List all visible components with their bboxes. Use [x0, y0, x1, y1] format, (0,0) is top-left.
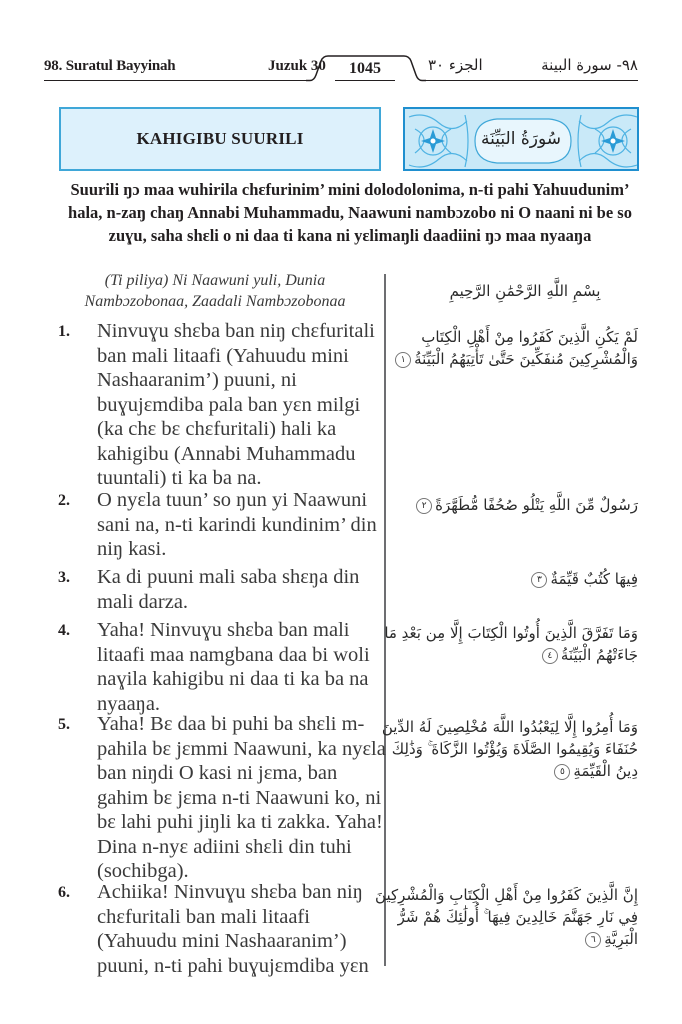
ayah-end-marker-icon: ٦: [585, 932, 601, 948]
verse-text: O nyɛla tuun’ so ŋun yi Naawuni sani na, n-ti karindi kundinim’ din niŋ kasi.: [97, 489, 377, 560]
verse-arabic-text: رَسُولٌ مِّنَ اللَّهِ يَتْلُو صُحُفًا مُّطَهَّرَةً: [435, 496, 638, 514]
ayah-end-marker-icon: ٣: [531, 572, 547, 588]
juz-label: Juzuk 30: [268, 58, 326, 74]
ayah-end-marker-icon: ٥: [554, 764, 570, 780]
verse-arabic-text: لَمْ يَكُنِ الَّذِينَ كَفَرُوا مِنْ أَهْلِ الْكِتَابِ وَالْمُشْرِكِينَ مُنفَكِّينَ حَتَّىٰ تَأْتِيَهُمُ الْبَيِّنَةُ: [414, 328, 638, 368]
surah-intro-title: KAHIGIBU SUURILI: [136, 129, 304, 148]
verse-text: Yaha! Ninvuɣu shɛba ban mali litaafi maa namgbana daa bi woli naɣila kahigibu ni daa ti ka ba na nyaaŋa.: [97, 619, 370, 715]
verse-arabic: [368, 622, 638, 666]
ayah-end-marker-icon: ٤: [542, 648, 558, 664]
surah-intro-text: Suurili ŋɔ maa wuhirila chɛfurinim’ mini dolodolonima, n-ti pahi Yahuudunim’ hala, n-zaŋ chaŋ Annabi Muhammadu, Naawuni nambɔzobo ni O naani ni be so zuɣu, saha shɛli o ni daa ti kana ni yɛlimaŋli daadiini ŋɔ maa nyaaŋa: [68, 180, 632, 245]
verse-number: 2.: [58, 492, 70, 509]
verse-number: 4.: [58, 622, 70, 639]
verse-number: 1.: [58, 323, 70, 340]
verse-arabic-text: وَمَا أُمِرُوا إِلَّا لِيَعْبُدُوا اللَّهَ مُخْلِصِينَ لَهُ الدِّينَ حُنَفَاءَ وَيُقِيمُوا الصَّلَاةَ وَيُؤْتُوا الزَّكَاةَ ۚ وَذَٰلِكَ دِينُ الْقَيِّمَةِ: [381, 718, 638, 780]
verse-arabic-text: فِيهَا كُتُبٌ قَيِّمَةٌ: [550, 570, 638, 588]
basmala-arabic: بِسْمِ اللَّهِ الرَّحْمَٰنِ الرَّحِيمِ: [449, 282, 601, 300]
surah-title: 98. Suratul Bayyinah: [44, 58, 176, 74]
verse-text: Yaha! Bɛ daa bi puhi ba shɛli m-pahila bɛ jɛmmi Naawuni, ka nyɛla ban niŋdi O kasi ni jɛma, ban gahim bɛ jɛma n-ti Naawuni ko, ni bɛ lahi puhi jiŋli ka ti zakka. Yaha! Dina n-nyɛ adiini shɛli din tuhi (sochibga).: [97, 713, 386, 882]
verse-arabic-text: وَمَا تَفَرَّقَ الَّذِينَ أُوتُوا الْكِتَابَ إِلَّا مِن بَعْدِ مَا جَاءَتْهُمُ الْبَيِّنَةُ: [384, 624, 638, 664]
surah-arabic: ٩٨- سورة البينة: [541, 56, 638, 74]
surah-name-arabic-calligraphy: سُورَةُ البَيِّنَة: [481, 129, 561, 149]
verse-text: Ninvuɣu shɛba ban niŋ chɛfuritali ban mali litaafi (Yahuudu mini Nashaaranim’) puuni, ni buɣujɛmdiba pala ban yɛn milgi (ka chɛ bɛ chɛfuritali) hali ka kahigibu (Annabi Muhammadu tuuntali) ti ka ba na.: [97, 320, 375, 489]
juz-arabic: الجزء ٣٠: [428, 56, 483, 74]
verse-arabic: [368, 568, 638, 590]
verse-arabic: [368, 884, 638, 950]
verse-arabic: [368, 494, 638, 516]
surah-intro-title-box: [59, 107, 381, 171]
verse-text: Achiika! Ninvuɣu shɛba ban niŋ chɛfuritali ban mali litaafi (Yahuudu mini Nashaaranim’) puuni, n-ti pahi buɣujɛmdiba yɛn: [97, 881, 369, 977]
page-number: 1045: [349, 60, 381, 77]
ayah-end-marker-icon: ٢: [416, 498, 432, 514]
verse-arabic: [368, 326, 638, 370]
page-header: [44, 52, 638, 82]
verse-arabic: [368, 716, 638, 782]
surah-ornament-banner: [403, 107, 639, 171]
header-rule-right: [422, 80, 638, 81]
verse-number: 6.: [58, 884, 70, 901]
verse-arabic-text: إِنَّ الَّذِينَ كَفَرُوا مِنْ أَهْلِ الْكِتَابِ وَالْمُشْرِكِينَ فِي نَارِ جَهَنَّمَ خَالِدِينَ فِيهَا ۚ أُولَٰئِكَ هُمْ شَرُّ الْبَرِيَّةِ: [375, 886, 638, 948]
verse-text: Ka di puuni mali saba shɛŋa din mali darza.: [97, 566, 360, 613]
verse-number: 3.: [58, 569, 70, 586]
page-number-rule: [335, 80, 395, 81]
header-rule-left: [44, 80, 309, 81]
verse-number: 5.: [58, 716, 70, 733]
ayah-end-marker-icon: ١: [395, 352, 411, 368]
basmala-translation: (Ti piliya) Ni Naawuni yuli, Dunia Nambɔzobonaa, Zaadali Nambɔzobonaa: [84, 272, 346, 310]
